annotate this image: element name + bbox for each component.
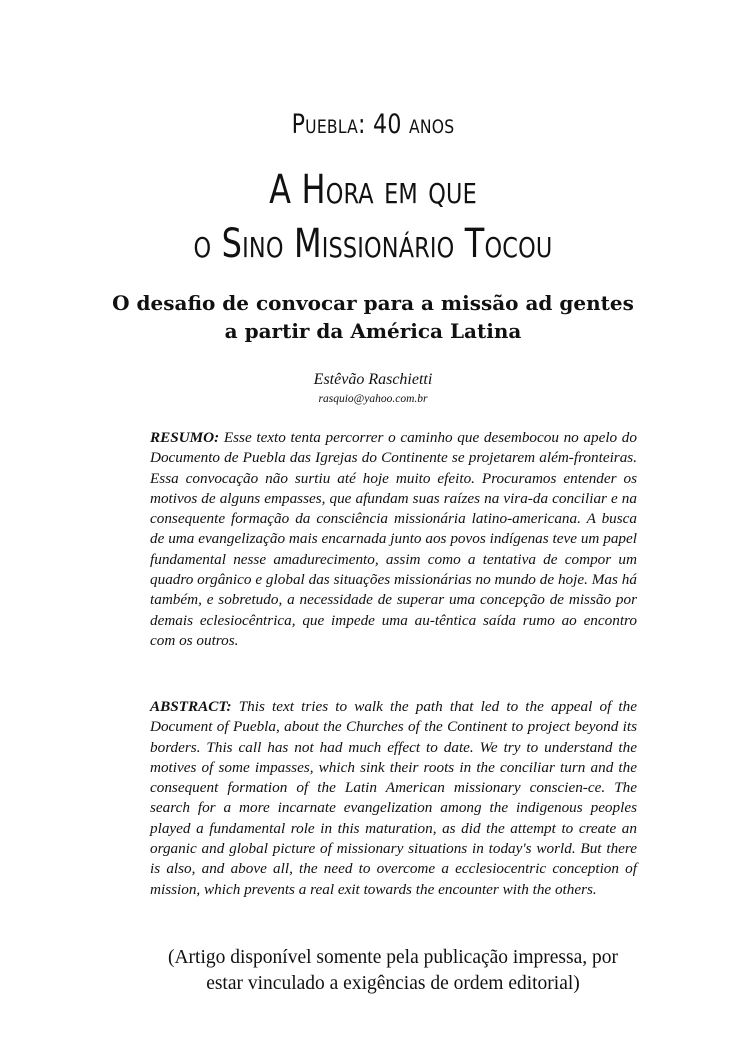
resumo-paragraph bbox=[150, 428, 637, 651]
title-line-1: A Hora em que bbox=[269, 167, 477, 213]
note-line-1: (Artigo disponível somente pela publicação impressa, por bbox=[167, 947, 618, 968]
abstract-paragraph bbox=[150, 697, 637, 900]
section-kicker: Puebla: 40 anos bbox=[291, 109, 455, 140]
resumo-text: Esse texto tenta percorrer o caminho que desembocou no apelo do Documento de Puebla das Igrejas do Continente se projetarem além-fronteiras. Essa convocação não surtiu até hoje muito efeito. Procuramos entender os motivos de alguns empasses, que afundam suas raízes na vira-da conciliar e na consequente formação da consciência missionária latino-americana. A busca de uma evangelização mais encarnada junto aos povos indígenas teve um papel fundamental nesse amadurecimento, assim como a tentativa de compor um quadro orgânico e global das situações missionárias no mundo de hoje. Mas há também, e sobretudo, a necessidade de superar uma concepção de missão por demais eclesiocêntrica, que impede uma au-têntica saída rumo ao encontro com os outros. bbox=[150, 429, 637, 649]
abstract-text: This text tries to walk the path that led to the appeal of the Document of Puebla, about the Churches of the Continent to project beyond its borders. This call has not had much effect to date. We try to understand the motives of some impasses, which sink their roots in the conciliar turn and the consequent formation of the Latin American missionary conscien-ce. The search for a more incarnate evangelization among the indigenous peoples played a fundamental role in this maturation, as did the attempt to create an organic and global picture of missionary situations in today's world. But there is also, and above all, the need to overcome a ecclesiocentric conception of mission, which prevents a real exit towards the encounter with the others. bbox=[150, 698, 637, 898]
resumo-label: RESUMO: bbox=[150, 429, 220, 446]
article-subtitle bbox=[90, 289, 656, 345]
abstract-label: ABSTRACT: bbox=[150, 698, 232, 715]
availability-note bbox=[130, 945, 656, 997]
subtitle-line-2: a partir da América Latina bbox=[224, 319, 522, 343]
note-line-2: estar vinculado a exigências de ordem editorial) bbox=[206, 973, 580, 994]
author-name: Estêvão Raschietti bbox=[313, 371, 433, 388]
title-line-2: o Sino Missionário Tocou bbox=[193, 221, 553, 267]
article-title bbox=[75, 163, 672, 271]
subtitle-line-1: O desafio de convocar para a missão ad gentes bbox=[112, 291, 634, 315]
author-email: rasquio@yahoo.com.br bbox=[318, 393, 428, 405]
